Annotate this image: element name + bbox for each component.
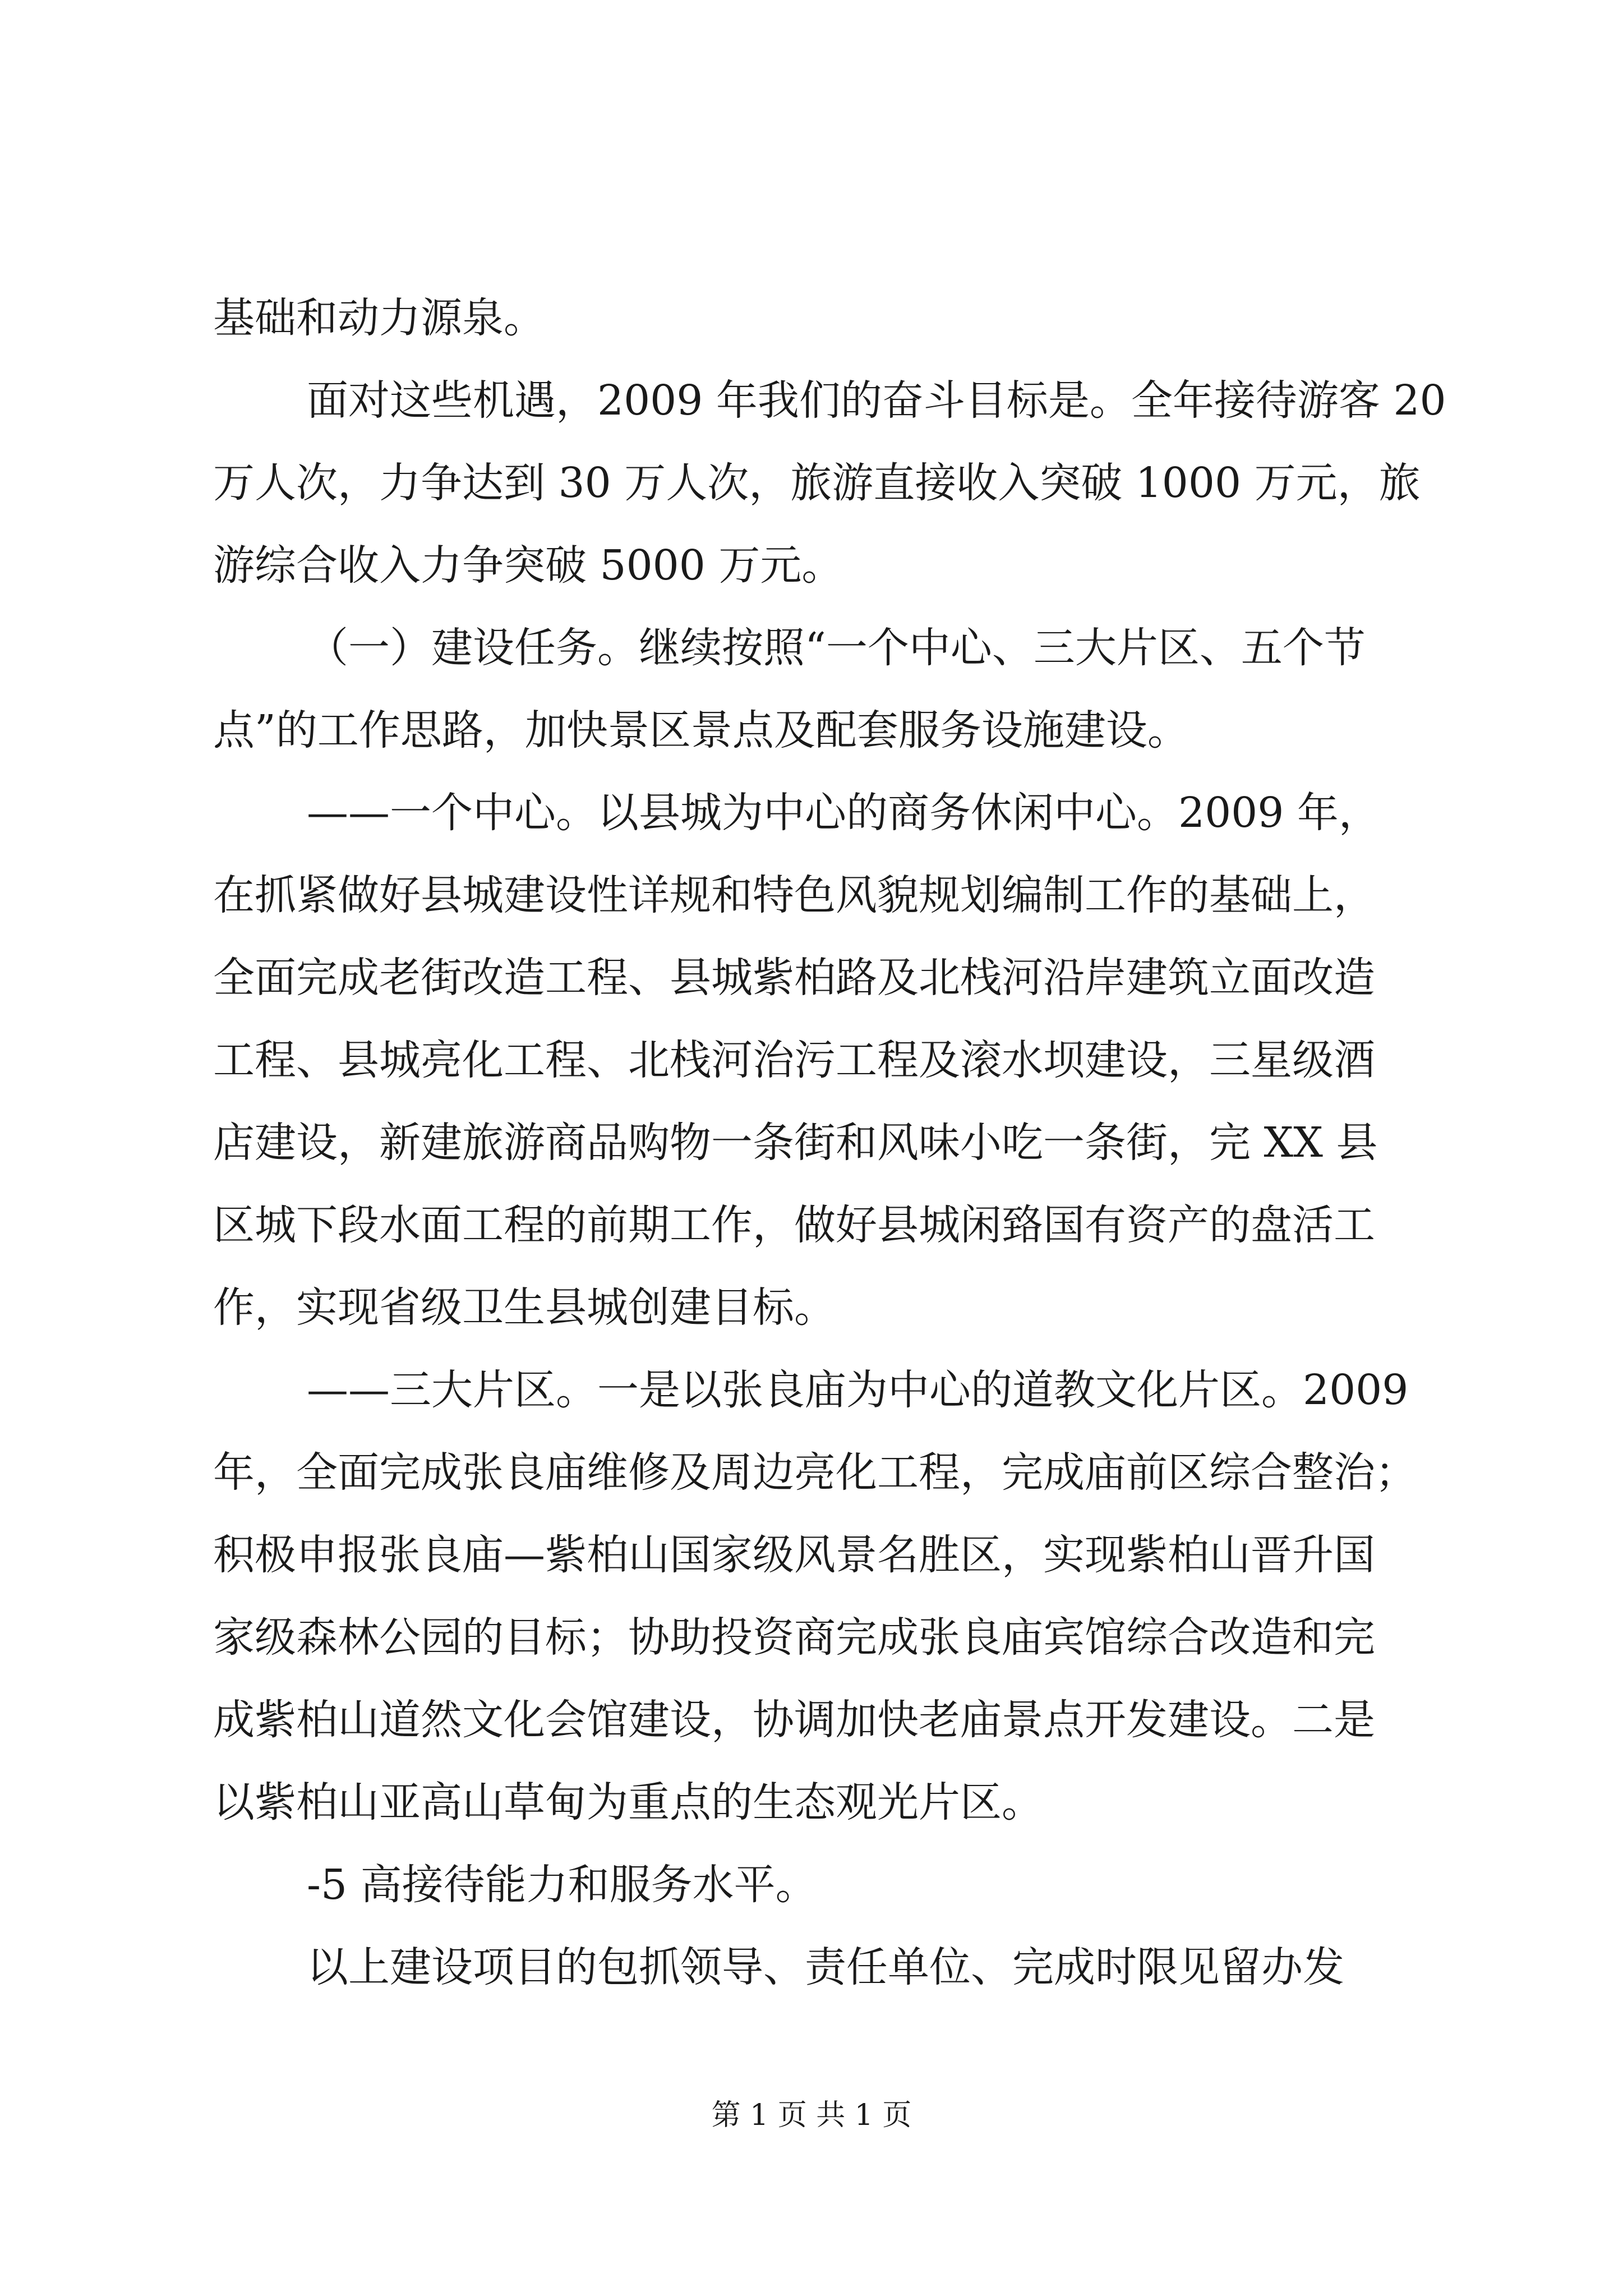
text-line-19: 以紫柏山亚高山草甸为重点的生态观光片区。 (213, 1778, 1043, 1826)
text-line-21: 以上建设项目的包抓领导、责任单位、完成时限见留办发 (307, 1943, 1344, 1991)
text-line-16: 积极申报张良庙—紫柏山国家级风景名胜区，实现紫柏山晋升国 (213, 1531, 1375, 1579)
text-line-6: 点”的工作思路，加快景区景点及配套服务设施建设。 (213, 706, 1189, 754)
text-line-3: 万人次，力争达到 30 万人次，旅游直接收入突破 1000 万元，旅 (213, 459, 1421, 507)
text-line-13: 作，实现省级卫生县城创建目标。 (213, 1283, 836, 1332)
text-line-2: 面对这些机遇，2009 年我们的奋斗目标是。全年接待游客 20 (307, 376, 1446, 425)
text-line-18: 成紫柏山道然文化会馆建设，协调加快老庙景点开发建设。二是 (213, 1696, 1375, 1744)
text-line-14: ——三大片区。一是以张良庙为中心的道教文化片区。2009 (307, 1366, 1409, 1414)
text-line-7: ——一个中心。以县城为中心的商务休闲中心。2009 年， (307, 789, 1380, 837)
text-line-9: 全面完成老街改造工程、县城紫柏路及北栈河沿岸建筑立面改造 (213, 954, 1375, 1002)
page-footer: 第 1 页 共 1 页 (711, 2099, 912, 2132)
text-line-20: -5 高接待能力和服务水平。 (307, 1861, 817, 1909)
text-line-12: 区城下段水面工程的前期工作，做好县城闲臵国有资产的盘活工 (213, 1201, 1375, 1249)
text-line-11: 店建设，新建旅游商品购物一条街和风味小吃一条街，完 XX 县 (213, 1119, 1378, 1167)
text-line-10: 工程、县城亮化工程、北栈河治污工程及滚水坝建设，三星级酒 (213, 1036, 1375, 1084)
text-line-4: 游综合收入力争突破 5000 万元。 (213, 541, 843, 590)
text-line-5: （一）建设任务。继续按照“一个中心、三大片区、五个节 (307, 624, 1366, 672)
text-line-1: 基础和动力源泉。 (213, 294, 545, 342)
text-line-15: 年，全面完成张良庙维修及周边亮化工程，完成庙前区综合整治； (213, 1448, 1417, 1497)
text-line-8: 在抓紧做好县城建设性详规和特色风貌规划编制工作的基础上， (213, 871, 1375, 919)
text-line-17: 家级森林公园的目标；协助投资商完成张良庙宾馆综合改造和完 (213, 1613, 1375, 1662)
